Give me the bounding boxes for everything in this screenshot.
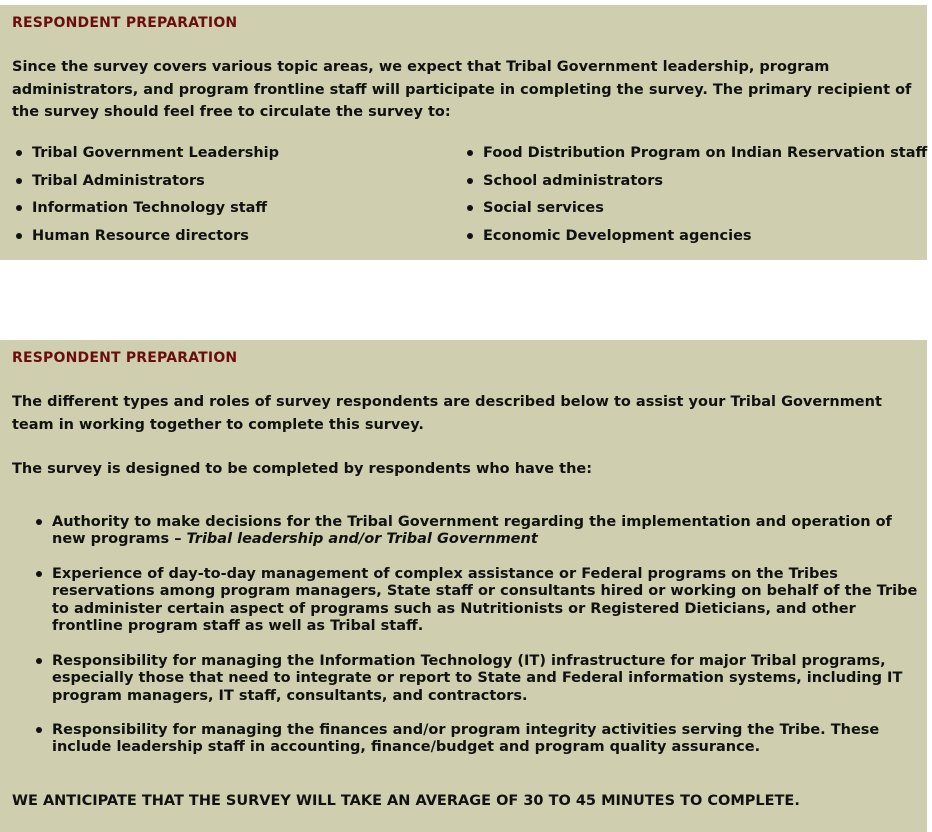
bullet-icon xyxy=(36,658,42,664)
right-recipient-list xyxy=(463,145,927,255)
bullet-icon xyxy=(467,205,473,211)
list-item: Tribal Government Leadership xyxy=(12,145,279,173)
respondent-preparation-panel-1 xyxy=(0,5,927,260)
bullet-icon xyxy=(16,150,22,156)
panel-1-intro: Since the survey covers various topic areas, we expect that Tribal Government leadership, program administrators, and program frontline staff will participate in completing the survey. The primary recipient of the survey should feel free to circulate the survey to: xyxy=(12,59,912,120)
bullet-icon xyxy=(467,150,473,156)
list-item: Information Technology staff xyxy=(12,200,279,228)
bullet-icon xyxy=(467,233,473,239)
bullet-icon xyxy=(16,233,22,239)
bullet-icon xyxy=(36,519,42,525)
list-item: Responsibility for managing the Information Technology (IT) infrastructure for major Tribal programs, especially those that need to integrate or report to State and Federal information systems, including IT program managers, IT staff, consultants, and contractors. xyxy=(32,653,922,705)
bullet-icon xyxy=(36,727,42,733)
respondent-preparation-panel-2 xyxy=(0,340,927,832)
bullet-icon xyxy=(467,178,473,184)
bullet-icon xyxy=(36,571,42,577)
bullet-icon xyxy=(16,178,22,184)
list-item: Responsibility for managing the finances and/or program integrity activities serving the Tribe. These include leadership staff in accounting, finance/budget and program quality assurance. xyxy=(32,722,922,757)
left-recipient-list xyxy=(12,145,279,255)
bullet-icon xyxy=(16,205,22,211)
list-item: School administrators xyxy=(463,173,927,201)
completion-time-note: WE ANTICIPATE THAT THE SURVEY WILL TAKE AN AVERAGE OF 30 TO 45 MINUTES TO COMPLETE. xyxy=(12,793,800,809)
panel-1-title: RESPONDENT PREPARATION xyxy=(12,15,238,31)
list-item: Food Distribution Program on Indian Reservation staff xyxy=(463,145,927,173)
panel-2-respondent-intro: The survey is designed to be completed by respondents who have the: xyxy=(12,461,593,477)
list-item: Experience of day-to-day management of complex assistance or Federal programs on the Tribes reservations among program managers, State staff or consultants hired or working on behalf of the Tribe to administer certain aspect of programs such as Nutritionists or Registered Dieticians, and other frontline program staff as well as Tribal staff. xyxy=(32,566,922,635)
list-item: Authority to make decisions for the Tribal Government regarding the implementation and operation of new programs – Tribal leadership and/or Tribal Government xyxy=(32,514,922,549)
list-item: Tribal Administrators xyxy=(12,173,279,201)
panel-2-title: RESPONDENT PREPARATION xyxy=(12,350,238,366)
panel-2-description: The different types and roles of survey respondents are described below to assist your Tribal Government team in working together to complete this survey. xyxy=(12,394,882,433)
list-item: Economic Development agencies xyxy=(463,228,927,256)
list-item: Social services xyxy=(463,200,927,228)
list-item: Human Resource directors xyxy=(12,228,279,256)
